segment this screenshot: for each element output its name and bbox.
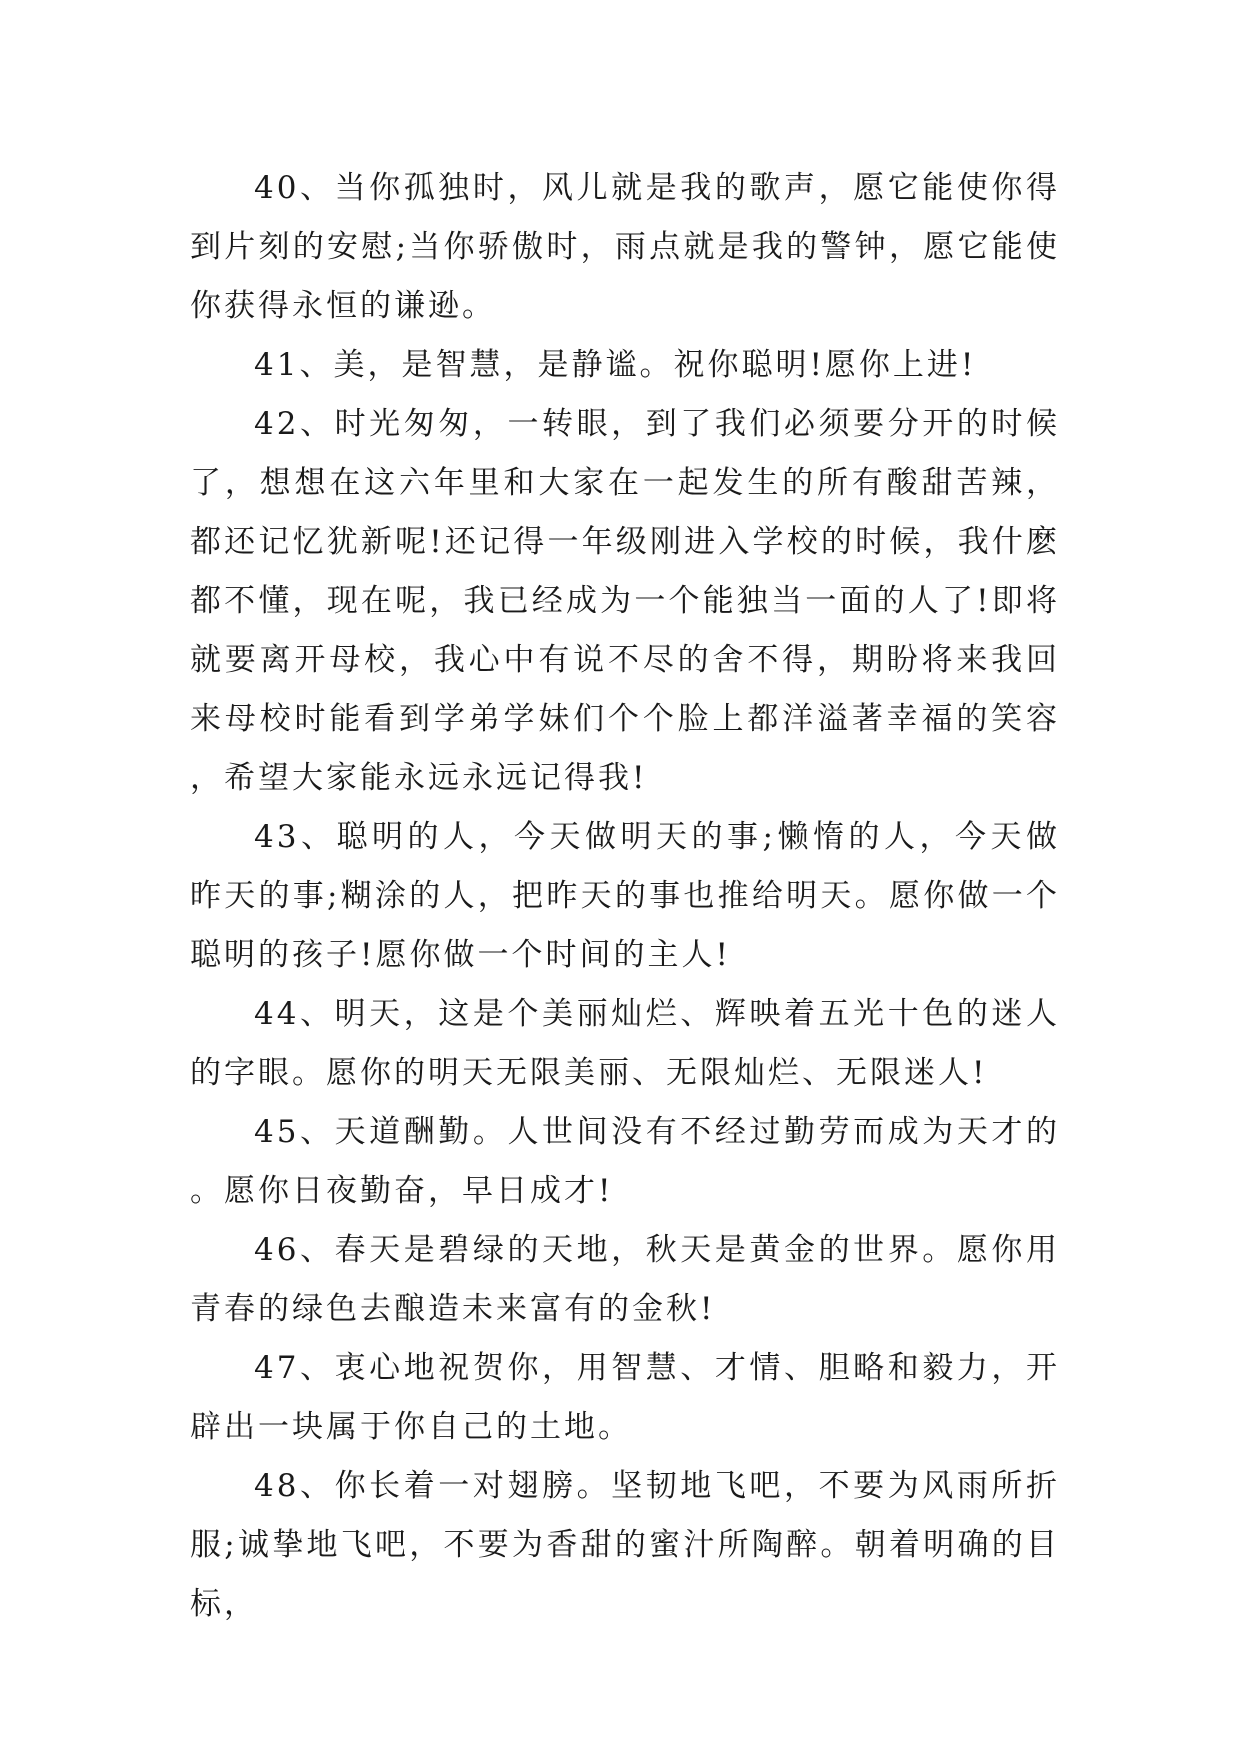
document-body — [190, 159, 1060, 1634]
paragraph-43: 43、聪明的人，今天做明天的事;懒惰的人，今天做昨天的事;糊涂的人，把昨天的事也推给明天。愿你做一个聪明的孩子!愿你做一个时间的主人! — [190, 819, 1060, 973]
paragraph-46: 46、春天是碧绿的天地，秋天是黄金的世界。愿你用青春的绿色去酿造未来富有的金秋! — [190, 1232, 1060, 1327]
paragraph-41: 41、美，是智慧，是静谧。祝你聪明!愿你上进! — [254, 347, 977, 383]
paragraph-40: 40、当你孤独时，风儿就是我的歌声，愿它能使你得到片刻的安慰;当你骄傲时，雨点就是我的警钟，愿它能使你获得永恒的谦逊。 — [190, 170, 1060, 324]
paragraph-45: 45、天道酬勤。人世间没有不经过勤劳而成为天才的。愿你日夜勤奋，早日成才! — [190, 1114, 1060, 1209]
paragraph-44: 44、明天，这是个美丽灿烂、辉映着五光十色的迷人的字眼。愿你的明天无限美丽、无限灿烂、无限迷人! — [190, 996, 1060, 1091]
paragraph-47: 47、衷心地祝贺你，用智慧、才情、胆略和毅力，开辟出一块属于你自己的土地。 — [190, 1350, 1060, 1445]
paragraph-42: 42、时光匆匆，一转眼，到了我们必须要分开的时候了，想想在这六年里和大家在一起发生的所有酸甜苦辣，都还记忆犹新呢!还记得一年级刚进入学校的时候，我什麽都不懂，现在呢，我已经成为一个能独当一面的人了!即将就要离开母校，我心中有说不尽的舍不得，期盼将来我回来母校时能看到学弟学妹们个个脸上都洋溢著幸福的笑容，希望大家能永远永远记得我! — [190, 406, 1060, 796]
paragraph-48: 48、你长着一对翅膀。坚韧地飞吧，不要为风雨所折服;诚挚地飞吧，不要为香甜的蜜汁所陶醉。朝着明确的目标， — [190, 1468, 1060, 1622]
